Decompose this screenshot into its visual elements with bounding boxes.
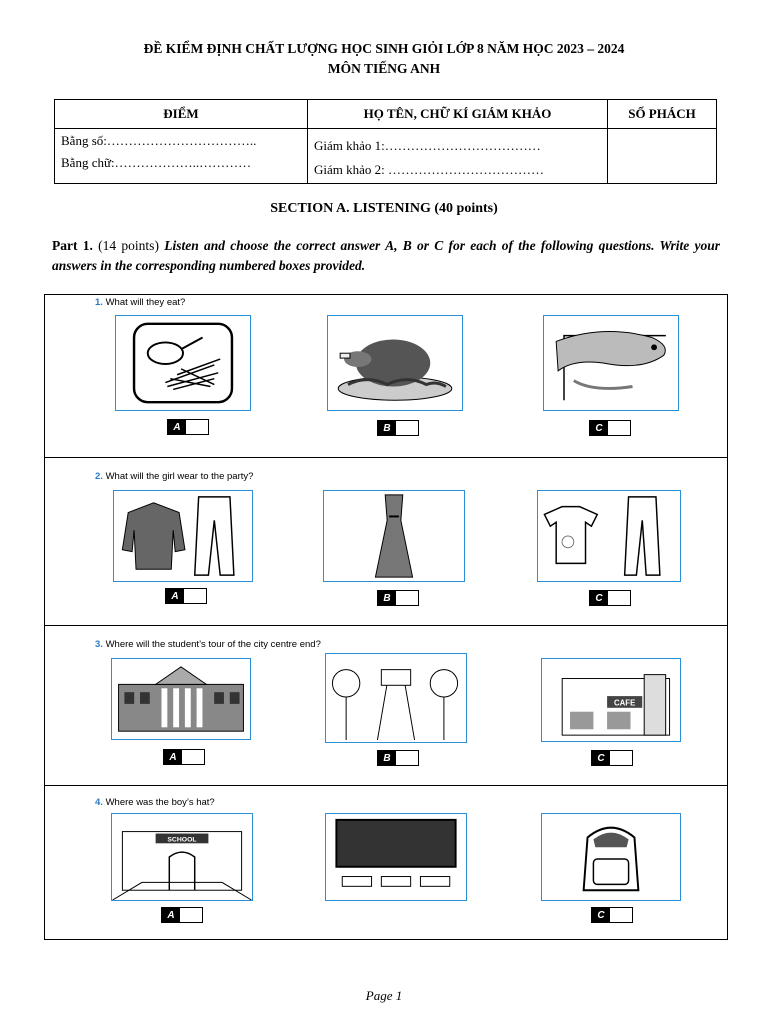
question-2-text: 2. What will the girl wear to the party?: [95, 471, 254, 482]
exam-subject: MÔN TIẾNG ANH: [327, 61, 441, 76]
option-3c-cafe-picture: [541, 658, 681, 742]
answer-box-1b[interactable]: B: [377, 420, 419, 436]
score-words-field[interactable]: Bằng chữ:………………..…………: [61, 155, 252, 170]
answer-box-1c[interactable]: C: [589, 420, 631, 436]
option-3a-building-picture: [111, 658, 251, 740]
school-sign-text: SCHOOL: [167, 836, 197, 844]
question-4: [45, 785, 727, 939]
examiner-cell: [308, 129, 608, 184]
part-label: Part 1.: [52, 238, 93, 253]
option-1c-fish-picture: [543, 315, 679, 411]
question-3-text: 3. Where will the student’s tour of the city centre end?: [95, 639, 321, 650]
section-title: SECTION A. LISTENING (40 points): [270, 201, 498, 216]
question-1: [45, 295, 727, 458]
examiner1-field[interactable]: Giám khảo 1:………………………………: [314, 138, 541, 153]
option-1b-roast-turkey-picture: [327, 315, 463, 411]
score-cell: [55, 129, 308, 184]
question-2: [45, 457, 727, 626]
question-4-text: 4. Where was the boy’s hat?: [95, 797, 215, 808]
option-1a-chicken-fries-picture: [115, 315, 251, 411]
score-table: [54, 99, 717, 184]
part-instructions: [52, 236, 720, 276]
answer-box-1a[interactable]: A: [167, 419, 209, 435]
option-2b-long-dress-picture: [323, 490, 465, 582]
option-4c-backpack-picture: [541, 813, 681, 901]
code-cell[interactable]: [608, 129, 717, 184]
question-1-text: 1. What will they eat?: [95, 297, 186, 308]
page-number: Page 1: [365, 988, 403, 1003]
answer-box-3c[interactable]: C: [591, 750, 633, 766]
part-points: (14 points): [98, 238, 159, 253]
answer-box-2b[interactable]: B: [377, 590, 419, 606]
answer-box-4a[interactable]: A: [161, 907, 203, 923]
option-2c-tshirt-jeans-picture: [537, 490, 681, 582]
option-4a-school-picture: [111, 813, 253, 901]
question-3: [45, 625, 727, 786]
score-numeric-field[interactable]: Bằng số:……………………………..: [61, 133, 257, 148]
answer-box-3a[interactable]: A: [163, 749, 205, 765]
answer-box-2a[interactable]: A: [165, 588, 207, 604]
cafe-sign-text: CAFE: [614, 698, 636, 708]
code-header: SỐ PHÁCH: [608, 100, 717, 129]
part-instruction-text: Listen and choose the correct answer A, B or C for each of the following questions. Write your answers in the corresponding numbered boxes provided.: [52, 238, 721, 273]
answer-box-3b[interactable]: B: [377, 750, 419, 766]
exam-title: ĐỀ KIỂM ĐỊNH CHẤT LƯỢNG HỌC SINH GIỎI LỚP 8 NĂM HỌC 2023 – 2024: [143, 41, 625, 56]
listening-question-grid: [44, 294, 728, 940]
option-2a-jacket-trousers-picture: [113, 490, 253, 582]
answer-box-2c[interactable]: C: [589, 590, 631, 606]
option-4b-classroom-picture: [325, 813, 467, 901]
option-3c-park-zoo-picture: [325, 653, 467, 743]
examiner-header: HỌ TÊN, CHỮ KÍ GIÁM KHẢO: [308, 100, 608, 129]
examiner2-field[interactable]: Giám khảo 2: ………………………………: [314, 162, 545, 177]
answer-box-4c[interactable]: C: [591, 907, 633, 923]
score-header: ĐIỂM: [55, 100, 308, 129]
